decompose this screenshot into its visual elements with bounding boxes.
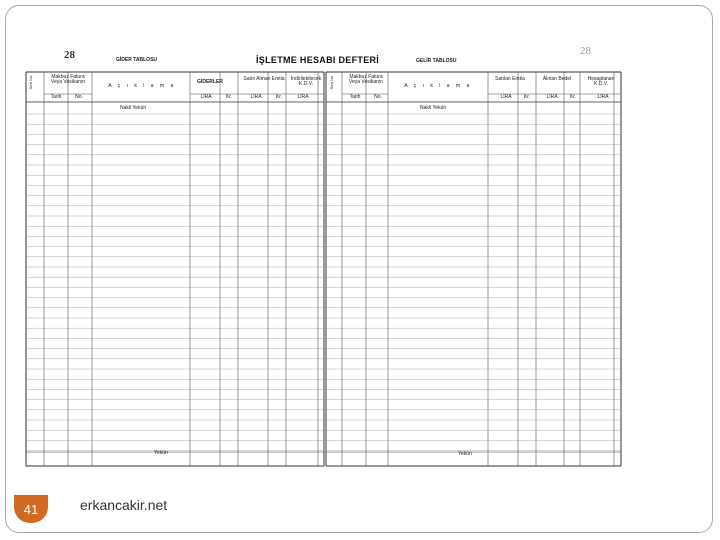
left-col-expenses: GİDERLER	[197, 79, 223, 85]
right-col-doc: Makbuz Fatura Veya Vesikanın	[348, 74, 384, 86]
left-total: Yekün	[154, 450, 168, 456]
right-sub-lira-3: LİRA	[597, 94, 609, 100]
ledger-scan	[24, 44, 624, 470]
right-section-title: GELİR TABLOSU	[416, 58, 457, 64]
left-section-title: GİDER TABLOSU	[116, 57, 158, 63]
ledger-title: İŞLETME HESABI DEFTERİ	[256, 55, 380, 65]
right-sub-lira-2: LİRA	[546, 94, 558, 100]
left-col-desc: A ç ı k l a m a	[108, 83, 176, 89]
left-sub-lira-1: LİRA	[200, 94, 212, 100]
right-col-desc: A ç ı k l a m a	[404, 83, 472, 89]
right-col-vat: Hesaplanan K.D.V.	[587, 76, 615, 88]
right-total: Yekün	[458, 451, 472, 457]
right-sub-kr-1: Kr.	[523, 94, 531, 100]
left-col-date: Tarih	[50, 94, 62, 100]
left-page-number: 28	[64, 49, 75, 61]
left-sub-lira-2: LİRA	[250, 94, 262, 100]
right-col-no: Sıra No.	[328, 74, 334, 90]
left-col-no: Sıra No.	[27, 74, 33, 90]
left-col-deductible: İndirilebilecek K.D.V.	[290, 76, 322, 88]
left-col-doc: Makbuz Fatura Veya Vesikanın	[50, 74, 86, 86]
left-col-num: No.	[75, 94, 83, 100]
ledger-grid	[24, 44, 624, 470]
right-col-sold: Satılan Emtia	[495, 76, 525, 82]
right-carried-over: Nakli Yekün	[420, 105, 447, 111]
right-sub-lira-1: LİRA	[500, 94, 512, 100]
right-sub-kr-2: Kr.	[569, 94, 577, 100]
right-page-number: 28	[580, 45, 591, 57]
right-col-received: Alınan Bedel	[542, 76, 572, 82]
right-col-num: No.	[374, 94, 382, 100]
left-col-purchase: Satın Alınan Emtia	[243, 76, 285, 82]
left-sub-kr-1: Kr.	[225, 94, 233, 100]
right-col-date: Tarih	[349, 94, 361, 100]
left-sub-lira-3: LİRA	[297, 94, 309, 100]
left-carried-over: Nakli Yekün	[120, 105, 147, 111]
slide-number: 41	[23, 501, 39, 517]
footer-site: erkancakir.net	[80, 497, 168, 513]
left-sub-kr-2: Kr.	[275, 94, 283, 100]
